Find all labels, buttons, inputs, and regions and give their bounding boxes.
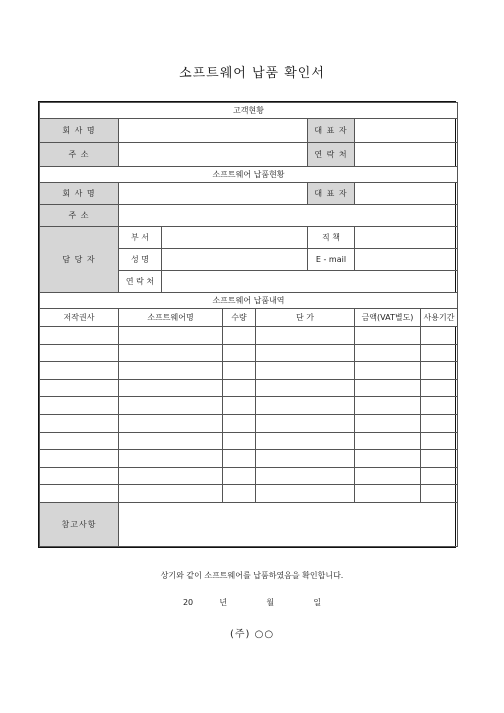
table-row: [40, 344, 458, 362]
table-cell[interactable]: [119, 414, 223, 432]
table-row: [40, 485, 458, 503]
company-name: (주) ○○: [229, 629, 275, 640]
customer-contact-label: 연 락 처: [308, 143, 355, 167]
date-day-label: 일: [313, 598, 322, 607]
table-cell[interactable]: [421, 450, 458, 468]
customer-address-label: 주 소: [40, 143, 119, 167]
delivery-manager-label: 담 당 자: [40, 227, 119, 293]
table-cell[interactable]: [256, 344, 355, 362]
table-cell[interactable]: [40, 485, 119, 503]
table-cell[interactable]: [40, 450, 119, 468]
delivery-company-label: 회 사 명: [40, 183, 119, 205]
table-cell[interactable]: [40, 432, 119, 450]
table-row: [40, 362, 458, 380]
confirmation-statement: 상기와 같이 소프트웨어를 납품하였음을 확인합니다.: [160, 571, 344, 580]
table-cell[interactable]: [256, 379, 355, 397]
delivery-dept-field[interactable]: [162, 227, 308, 249]
table-cell[interactable]: [223, 362, 256, 380]
table-cell[interactable]: [421, 432, 458, 450]
table-row: [40, 397, 458, 415]
table-cell[interactable]: [256, 432, 355, 450]
table-cell[interactable]: [40, 344, 119, 362]
delivery-name-label: 성 명: [119, 249, 162, 271]
table-cell[interactable]: [40, 414, 119, 432]
table-cell[interactable]: [256, 467, 355, 485]
note-field[interactable]: [119, 502, 458, 546]
table-cell[interactable]: [40, 327, 119, 345]
table-cell[interactable]: [256, 485, 355, 503]
table-cell[interactable]: [40, 467, 119, 485]
delivery-address-field[interactable]: [119, 205, 458, 227]
table-cell[interactable]: [223, 379, 256, 397]
table-cell[interactable]: [355, 362, 421, 380]
delivery-contact-field[interactable]: [162, 271, 458, 293]
table-cell[interactable]: [223, 432, 256, 450]
confirmation-form: [38, 101, 456, 548]
col-header-usage-period: 사용기간: [421, 309, 458, 327]
col-header-software-name: 소프트웨어명: [119, 309, 223, 327]
table-cell[interactable]: [119, 362, 223, 380]
table-cell[interactable]: [223, 344, 256, 362]
customer-address-field[interactable]: [119, 143, 308, 167]
delivery-contact-label: 연 락 처: [119, 271, 162, 293]
table-row: [40, 379, 458, 397]
col-header-quantity: 수량: [223, 309, 256, 327]
table-row: [40, 414, 458, 432]
date-month-label: 월: [266, 598, 275, 607]
table-cell[interactable]: [223, 327, 256, 345]
table-cell[interactable]: [421, 414, 458, 432]
table-cell[interactable]: [256, 450, 355, 468]
date-year-prefix: 20: [182, 598, 194, 607]
delivery-company-field[interactable]: [119, 183, 308, 205]
table-cell[interactable]: [40, 397, 119, 415]
date-line: [0, 597, 504, 608]
delivery-ceo-field[interactable]: [355, 183, 458, 205]
delivery-email-field[interactable]: [355, 249, 458, 271]
col-header-copyright: 저작권사: [40, 309, 119, 327]
table-cell[interactable]: [119, 485, 223, 503]
customer-ceo-label: 대 표 자: [308, 119, 355, 143]
delivery-ceo-label: 대 표 자: [308, 183, 355, 205]
table-cell[interactable]: [421, 344, 458, 362]
table-row: [40, 450, 458, 468]
table-cell[interactable]: [223, 485, 256, 503]
table-row: [40, 467, 458, 485]
form-table: [39, 102, 458, 547]
table-cell[interactable]: [119, 344, 223, 362]
table-cell[interactable]: [256, 414, 355, 432]
table-cell[interactable]: [119, 432, 223, 450]
table-cell[interactable]: [119, 397, 223, 415]
table-cell[interactable]: [355, 414, 421, 432]
details-section-header: 소프트웨어 납품내역: [40, 293, 458, 309]
table-cell[interactable]: [355, 344, 421, 362]
table-cell[interactable]: [355, 327, 421, 345]
table-cell[interactable]: [421, 327, 458, 345]
table-cell[interactable]: [421, 362, 458, 380]
table-cell[interactable]: [256, 397, 355, 415]
delivery-email-label: E - mail: [308, 249, 355, 271]
table-cell[interactable]: [223, 467, 256, 485]
customer-company-label: 회 사 명: [40, 119, 119, 143]
table-cell[interactable]: [421, 467, 458, 485]
table-cell[interactable]: [421, 485, 458, 503]
delivery-address-label: 주 소: [40, 205, 119, 227]
table-row: [40, 432, 458, 450]
table-cell[interactable]: [119, 327, 223, 345]
customer-ceo-field[interactable]: [355, 119, 458, 143]
table-cell[interactable]: [355, 397, 421, 415]
customer-section-header: 고객현황: [40, 103, 458, 119]
col-header-unit-price: 단 가: [256, 309, 355, 327]
table-cell[interactable]: [421, 397, 458, 415]
table-cell[interactable]: [119, 379, 223, 397]
delivery-section-header: 소프트웨어 납품현황: [40, 167, 458, 183]
table-cell[interactable]: [40, 362, 119, 380]
table-cell[interactable]: [355, 432, 421, 450]
table-cell[interactable]: [421, 379, 458, 397]
col-header-amount: 금액(VAT별도): [355, 309, 421, 327]
customer-company-field[interactable]: [119, 119, 308, 143]
table-cell[interactable]: [223, 414, 256, 432]
table-cell[interactable]: [223, 450, 256, 468]
customer-contact-field[interactable]: [355, 143, 458, 167]
table-row: [40, 327, 458, 345]
table-cell[interactable]: [355, 467, 421, 485]
table-cell[interactable]: [223, 397, 256, 415]
table-cell[interactable]: [40, 379, 119, 397]
table-cell[interactable]: [119, 450, 223, 468]
delivery-position-field[interactable]: [355, 227, 458, 249]
note-label: 참고사항: [40, 502, 119, 546]
delivery-name-field[interactable]: [162, 249, 308, 271]
page-title: 소프트웨어 납품 확인서: [179, 66, 325, 81]
table-cell[interactable]: [355, 450, 421, 468]
table-cell[interactable]: [119, 467, 223, 485]
delivery-dept-label: 부 서: [119, 227, 162, 249]
table-cell[interactable]: [256, 327, 355, 345]
table-cell[interactable]: [256, 362, 355, 380]
table-cell[interactable]: [355, 379, 421, 397]
delivery-position-label: 직 책: [308, 227, 355, 249]
date-year-label: 년: [219, 598, 228, 607]
table-cell[interactable]: [355, 485, 421, 503]
